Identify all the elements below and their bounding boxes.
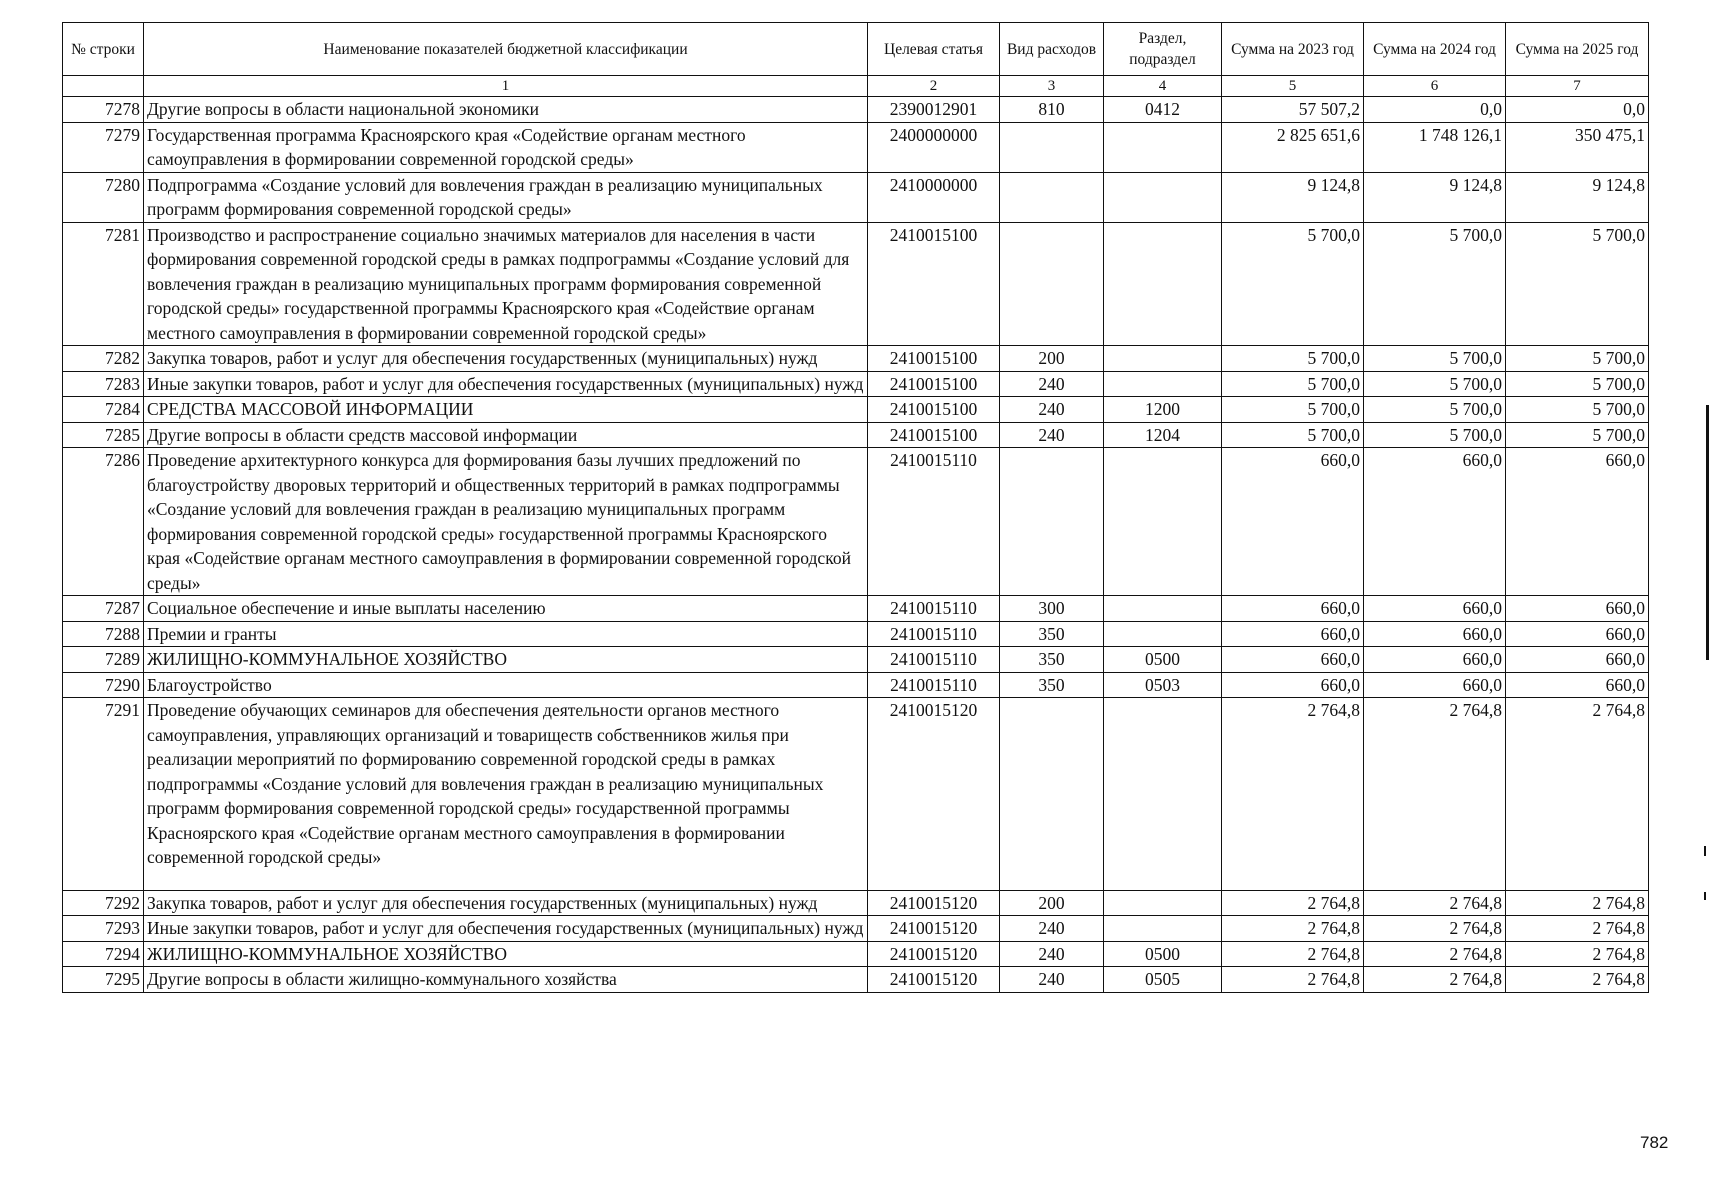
row-target-code: 2410015120: [868, 698, 1000, 891]
row-target-code: 2410015100: [868, 371, 1000, 397]
row-sum-2023: 9 124,8: [1222, 172, 1364, 222]
row-name: СРЕДСТВА МАССОВОЙ ИНФОРМАЦИИ: [144, 397, 868, 423]
row-target-code: 2410015120: [868, 890, 1000, 916]
row-sum-2024: 2 764,8: [1364, 890, 1506, 916]
row-sum-2024: 660,0: [1364, 448, 1506, 596]
header-name: Наименование показателей бюджетной классификации: [144, 23, 868, 76]
row-sum-2024: 5 700,0: [1364, 222, 1506, 346]
row-name: Социальное обеспечение и иные выплаты населению: [144, 596, 868, 622]
row-number: 7285: [63, 422, 144, 448]
budget-table-container: [62, 22, 1648, 993]
row-number: 7280: [63, 172, 144, 222]
row-number: 7284: [63, 397, 144, 423]
header-row: [63, 23, 1649, 76]
row-name: ЖИЛИЩНО-КОММУНАЛЬНОЕ ХОЗЯЙСТВО: [144, 647, 868, 673]
row-sum-2024: 2 764,8: [1364, 941, 1506, 967]
row-expense-type: 240: [1000, 371, 1104, 397]
table-row: [63, 621, 1649, 647]
row-name: Иные закупки товаров, работ и услуг для обеспечения государственных (муниципальных) нужд: [144, 371, 868, 397]
row-number: 7282: [63, 346, 144, 372]
row-section: [1104, 596, 1222, 622]
header-row-no: № строки: [63, 23, 144, 76]
row-sum-2023: 660,0: [1222, 448, 1364, 596]
row-sum-2025: 2 764,8: [1506, 916, 1649, 942]
row-target-code: 2400000000: [868, 122, 1000, 172]
row-expense-type: 240: [1000, 916, 1104, 942]
row-target-code: 2410015100: [868, 397, 1000, 423]
row-target-code: 2410015110: [868, 647, 1000, 673]
row-section: [1104, 371, 1222, 397]
row-section: [1104, 222, 1222, 346]
row-expense-type: [1000, 448, 1104, 596]
row-expense-type: 350: [1000, 672, 1104, 698]
row-expense-type: 200: [1000, 346, 1104, 372]
scan-margin-mark: [1704, 846, 1706, 856]
row-name: Другие вопросы в области национальной экономики: [144, 97, 868, 123]
row-sum-2025: 2 764,8: [1506, 698, 1649, 891]
table-row: [63, 97, 1649, 123]
page-number: 782: [1640, 1133, 1669, 1152]
row-section: 0505: [1104, 967, 1222, 993]
row-sum-2025: 660,0: [1506, 672, 1649, 698]
row-sum-2023: 660,0: [1222, 672, 1364, 698]
scan-margin-mark: [1706, 405, 1709, 660]
row-expense-type: 810: [1000, 97, 1104, 123]
table-row: [63, 672, 1649, 698]
header-razdel: Раздел, подраздел: [1104, 23, 1222, 76]
row-name: Проведение архитектурного конкурса для формирования базы лучших предложений по благоустройству дворовых территорий и общественных территорий в рамках подпрограммы «Создание условий для вовлечения граждан в реализацию муниципальных программ формирования современной городской среды» государственной программы Красноярского края «Содействие органам местного самоуправления в формировании современной городской среды»: [144, 448, 868, 596]
table-row: [63, 890, 1649, 916]
header-vid: Вид расходов: [1000, 23, 1104, 76]
row-section: [1104, 698, 1222, 891]
table-row: [63, 371, 1649, 397]
row-expense-type: 350: [1000, 647, 1104, 673]
row-number: 7279: [63, 122, 144, 172]
row-sum-2025: 9 124,8: [1506, 172, 1649, 222]
row-number: 7295: [63, 967, 144, 993]
row-name: Государственная программа Красноярского края «Содействие органам местного самоуправления в формировании современной городской среды»: [144, 122, 868, 172]
row-sum-2025: 5 700,0: [1506, 222, 1649, 346]
row-sum-2024: 5 700,0: [1364, 397, 1506, 423]
table-row: [63, 222, 1649, 346]
table-row: [63, 916, 1649, 942]
row-number: 7289: [63, 647, 144, 673]
table-row: [63, 397, 1649, 423]
row-sum-2025: 350 475,1: [1506, 122, 1649, 172]
row-target-code: 2410015100: [868, 346, 1000, 372]
row-sum-2023: 660,0: [1222, 596, 1364, 622]
row-target-code: 2410015110: [868, 596, 1000, 622]
row-sum-2023: 2 764,8: [1222, 916, 1364, 942]
row-expense-type: 300: [1000, 596, 1104, 622]
row-number: 7288: [63, 621, 144, 647]
row-sum-2025: 660,0: [1506, 621, 1649, 647]
row-section: [1104, 346, 1222, 372]
row-sum-2024: 5 700,0: [1364, 422, 1506, 448]
row-section: 1200: [1104, 397, 1222, 423]
row-expense-type: 240: [1000, 397, 1104, 423]
row-number: 7290: [63, 672, 144, 698]
row-sum-2023: 660,0: [1222, 647, 1364, 673]
row-target-code: 2410015100: [868, 422, 1000, 448]
column-number: 6: [1364, 76, 1506, 97]
table-row: [63, 172, 1649, 222]
row-target-code: 2410015120: [868, 916, 1000, 942]
row-sum-2023: 5 700,0: [1222, 397, 1364, 423]
row-number: 7294: [63, 941, 144, 967]
row-name: Премии и гранты: [144, 621, 868, 647]
table-row: [63, 647, 1649, 673]
row-number: 7291: [63, 698, 144, 891]
row-sum-2024: 5 700,0: [1364, 346, 1506, 372]
row-section: 0503: [1104, 672, 1222, 698]
row-number: 7286: [63, 448, 144, 596]
row-number: 7278: [63, 97, 144, 123]
row-sum-2024: 2 764,8: [1364, 916, 1506, 942]
row-name: Закупка товаров, работ и услуг для обеспечения государственных (муниципальных) нужд: [144, 890, 868, 916]
row-target-code: 2410015110: [868, 448, 1000, 596]
row-section: 0500: [1104, 647, 1222, 673]
row-sum-2023: 2 764,8: [1222, 941, 1364, 967]
row-section: [1104, 448, 1222, 596]
row-expense-type: [1000, 698, 1104, 891]
row-sum-2024: 0,0: [1364, 97, 1506, 123]
row-expense-type: 350: [1000, 621, 1104, 647]
row-section: [1104, 172, 1222, 222]
row-target-code: 2410015120: [868, 941, 1000, 967]
row-section: 0412: [1104, 97, 1222, 123]
row-section: [1104, 890, 1222, 916]
row-sum-2025: 2 764,8: [1506, 890, 1649, 916]
row-sum-2023: 5 700,0: [1222, 346, 1364, 372]
table-row: [63, 596, 1649, 622]
row-expense-type: 240: [1000, 422, 1104, 448]
row-target-code: 2410015110: [868, 621, 1000, 647]
row-sum-2025: 2 764,8: [1506, 941, 1649, 967]
row-section: [1104, 621, 1222, 647]
row-name: Подпрограмма «Создание условий для вовлечения граждан в реализацию муниципальных программ формирования современной городской среды»: [144, 172, 868, 222]
header-code: Целевая статья: [868, 23, 1000, 76]
column-number: 7: [1506, 76, 1649, 97]
column-number: 5: [1222, 76, 1364, 97]
row-sum-2025: 0,0: [1506, 97, 1649, 123]
row-section: 1204: [1104, 422, 1222, 448]
table-row: [63, 698, 1649, 891]
row-target-code: 2410015100: [868, 222, 1000, 346]
row-expense-type: 240: [1000, 967, 1104, 993]
row-name: Иные закупки товаров, работ и услуг для обеспечения государственных (муниципальных) нужд: [144, 916, 868, 942]
table-row: [63, 448, 1649, 596]
row-number: 7287: [63, 596, 144, 622]
row-sum-2023: 5 700,0: [1222, 422, 1364, 448]
table-row: [63, 941, 1649, 967]
budget-table: [62, 22, 1649, 993]
row-number: 7293: [63, 916, 144, 942]
header-sum-2025: Сумма на 2025 год: [1506, 23, 1649, 76]
row-sum-2023: 57 507,2: [1222, 97, 1364, 123]
row-sum-2024: 660,0: [1364, 672, 1506, 698]
row-sum-2024: 9 124,8: [1364, 172, 1506, 222]
row-expense-type: [1000, 122, 1104, 172]
row-target-code: 2410015120: [868, 967, 1000, 993]
table-row: [63, 346, 1649, 372]
row-sum-2024: 660,0: [1364, 596, 1506, 622]
row-number: 7292: [63, 890, 144, 916]
table-row: [63, 422, 1649, 448]
row-target-code: 2410000000: [868, 172, 1000, 222]
row-target-code: 2410015110: [868, 672, 1000, 698]
header-sum-2024: Сумма на 2024 год: [1364, 23, 1506, 76]
scan-margin-mark: [1704, 892, 1706, 900]
row-sum-2024: 660,0: [1364, 621, 1506, 647]
row-sum-2023: 2 825 651,6: [1222, 122, 1364, 172]
row-name: ЖИЛИЩНО-КОММУНАЛЬНОЕ ХОЗЯЙСТВО: [144, 941, 868, 967]
header-sum-2023: Сумма на 2023 год: [1222, 23, 1364, 76]
row-sum-2025: 5 700,0: [1506, 346, 1649, 372]
row-sum-2023: 660,0: [1222, 621, 1364, 647]
row-sum-2025: 660,0: [1506, 647, 1649, 673]
row-name: Благоустройство: [144, 672, 868, 698]
row-sum-2023: 5 700,0: [1222, 371, 1364, 397]
row-sum-2025: 5 700,0: [1506, 422, 1649, 448]
row-sum-2024: 2 764,8: [1364, 967, 1506, 993]
row-sum-2024: 1 748 126,1: [1364, 122, 1506, 172]
column-number: 1: [144, 76, 868, 97]
row-number: 7283: [63, 371, 144, 397]
row-expense-type: [1000, 172, 1104, 222]
row-number: 7281: [63, 222, 144, 346]
row-expense-type: 200: [1000, 890, 1104, 916]
column-number: 3: [1000, 76, 1104, 97]
row-sum-2025: 5 700,0: [1506, 371, 1649, 397]
row-name: Закупка товаров, работ и услуг для обеспечения государственных (муниципальных) нужд: [144, 346, 868, 372]
row-sum-2025: 2 764,8: [1506, 967, 1649, 993]
table-row: [63, 122, 1649, 172]
row-sum-2024: 5 700,0: [1364, 371, 1506, 397]
row-sum-2025: 660,0: [1506, 596, 1649, 622]
row-name: Другие вопросы в области жилищно-коммунального хозяйства: [144, 967, 868, 993]
column-number: 2: [868, 76, 1000, 97]
row-section: [1104, 122, 1222, 172]
row-expense-type: 240: [1000, 941, 1104, 967]
row-name: Проведение обучающих семинаров для обеспечения деятельности органов местного самоуправления, управляющих организаций и товариществ собственников жилья при реализации мероприятий по формированию современной городской среды в рамках подпрограммы «Создание условий для вовлечения граждан в реализацию муниципальных программ формирования современной городской среды» государственной программы Красноярского края «Содействие органам местного самоуправления в формировании современной городской среды»: [144, 698, 868, 891]
table-row: [63, 967, 1649, 993]
column-number-row: [63, 76, 1649, 97]
row-sum-2023: 2 764,8: [1222, 698, 1364, 891]
row-section: [1104, 916, 1222, 942]
row-sum-2023: 2 764,8: [1222, 890, 1364, 916]
column-number-blank: [63, 76, 144, 97]
row-sum-2023: 2 764,8: [1222, 967, 1364, 993]
column-number: 4: [1104, 76, 1222, 97]
table-body: [63, 97, 1649, 993]
row-sum-2024: 660,0: [1364, 647, 1506, 673]
row-sum-2025: 5 700,0: [1506, 397, 1649, 423]
row-name: Производство и распространение социально значимых материалов для населения в части формирования современной городской среды в рамках подпрограммы «Создание условий для вовлечения граждан в реализацию муниципальных программ формирования современной городской среды» государственной программы Красноярского края «Содействие органам местного самоуправления в формировании современной городской среды»: [144, 222, 868, 346]
row-target-code: 2390012901: [868, 97, 1000, 123]
row-sum-2025: 660,0: [1506, 448, 1649, 596]
row-sum-2023: 5 700,0: [1222, 222, 1364, 346]
row-sum-2024: 2 764,8: [1364, 698, 1506, 891]
row-expense-type: [1000, 222, 1104, 346]
row-section: 0500: [1104, 941, 1222, 967]
row-name: Другие вопросы в области средств массовой информации: [144, 422, 868, 448]
